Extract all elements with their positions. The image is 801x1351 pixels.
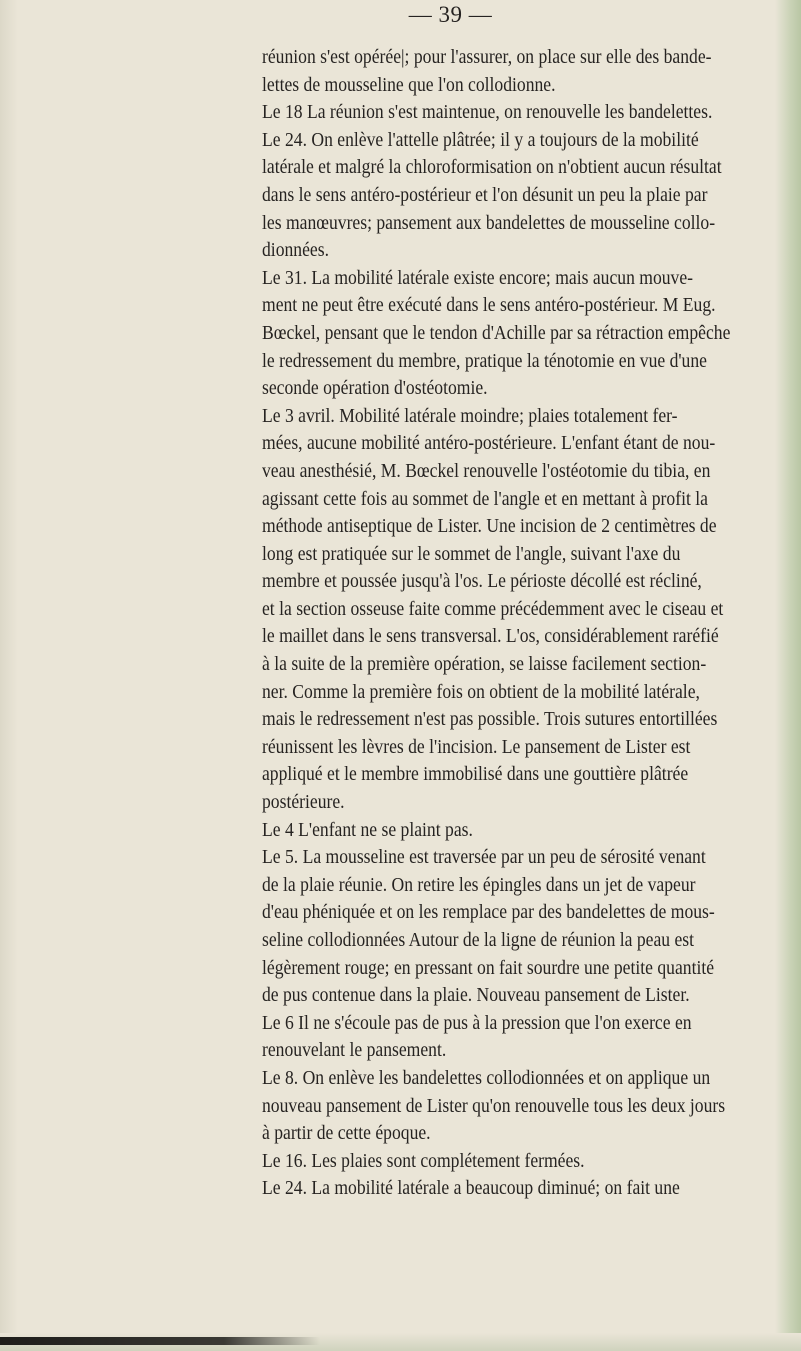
text-line: de la plaie réunie. On retire les épingles dans un jet de vapeur (262, 873, 696, 896)
binding-shadow (0, 1337, 320, 1345)
body-text (262, 44, 731, 1203)
text-line: Le 3 avril. Mobilité latérale moindre; plaies totalement fer- (262, 404, 678, 427)
text-line: renouvelant le pansement. (262, 1039, 447, 1062)
text-line: latérale et malgré la chloroformisation on n'obtient aucun résultat (262, 156, 722, 179)
text-line: postérieure. (262, 791, 345, 814)
page-number: — 39 — (408, 2, 493, 27)
text-line: et la section osseuse faite comme précédemment avec le ciseau et (262, 597, 724, 620)
text-line: Le 31. La mobilité latérale existe encore; mais aucun mouve- (262, 266, 694, 289)
text-line: lettes de mousseline que l'on collodionne. (262, 73, 556, 96)
text-line: agissant cette fois au sommet de l'angle et en mettant à profit la (262, 487, 708, 510)
text-line: seline collodionnées Autour de la ligne de réunion la peau est (262, 929, 695, 951)
text-line: seconde opération d'ostéotomie. (262, 377, 488, 400)
text-line: réunion s'est opérée|; pour l'assurer, on place sur elle des bande- (262, 46, 712, 68)
text-line: Le 6 Il ne s'écoule pas de pus à la pression que l'on exerce en (262, 1011, 692, 1034)
text-line: les manœuvres; pansement aux bandelettes de mousseline collo- (262, 211, 716, 234)
text-line: ner. Comme la première fois on obtient de la mobilité latérale, (262, 680, 700, 703)
text-line: le maillet dans le sens transversal. L'os, considérablement raréfié (262, 625, 719, 648)
text-line: appliqué et le membre immobilisé dans une gouttière plâtrée (262, 763, 689, 786)
text-line: à partir de cette époque. (262, 1122, 431, 1145)
text-line: ment ne peut être exécuté dans le sens antéro-postérieur. M Eug. (262, 294, 716, 317)
text-line: Le 18 La réunion s'est maintenue, on renouvelle les bandelettes. (262, 101, 713, 124)
text-line: réunissent les lèvres de l'incision. Le pansement de Lister est (262, 735, 691, 758)
text-line: mées, aucune mobilité antéro-postérieure. L'enfant étant de nou- (262, 432, 716, 455)
text-line: le redressement du membre, pratique la ténotomie en vue d'une (262, 349, 707, 372)
text-line: Bœckel, pensant que le tendon d'Achille par sa rétraction empêche (262, 321, 731, 344)
text-line: à la suite de la première opération, se laisse facilement section- (262, 653, 707, 676)
page-edge-right (775, 0, 801, 1351)
text-line: de pus contenue dans la plaie. Nouveau pansement de Lister. (262, 984, 690, 1007)
text-line: Le 4 L'enfant ne se plaint pas. (262, 818, 473, 841)
text-line: dans le sens antéro-postérieur et l'on désunit un peu la plaie par (262, 183, 708, 206)
text-line: Le 24. La mobilité latérale a beaucoup diminué; on fait une (262, 1177, 680, 1200)
text-line: veau anesthésié, M. Bœckel renouvelle l'ostéotomie du tibia, en (262, 459, 711, 482)
text-line: long est pratiquée sur le sommet de l'angle, suivant l'axe du (262, 542, 681, 565)
text-line: Le 24. On enlève l'attelle plâtrée; il y a toujours de la mobilité (262, 128, 699, 151)
text-line: légèrement rouge; en pressant on fait sourdre une petite quantité (262, 956, 715, 979)
page-edge-left (0, 0, 18, 1351)
text-line: nouveau pansement de Lister qu'on renouvelle tous les deux jours (262, 1094, 726, 1117)
text-line: dionnées. (262, 239, 329, 262)
text-line: mais le redressement n'est pas possible. Trois sutures entortillées (262, 708, 718, 731)
text-line: Le 8. On enlève les bandelettes collodionnées et on applique un (262, 1066, 711, 1089)
text-line: membre et poussée jusqu'à l'os. Le périoste décollé est récliné, (262, 570, 702, 593)
text-line: d'eau phéniquée et on les remplace par des bandelettes de mous- (262, 901, 715, 924)
text-line: Le 5. La mousseline est traversée par un peu de sérosité venant (262, 846, 706, 869)
text-line: méthode antiseptique de Lister. Une incision de 2 centimètres de (262, 515, 717, 538)
text-line: Le 16. Les plaies sont complétement fermées. (262, 1149, 585, 1172)
